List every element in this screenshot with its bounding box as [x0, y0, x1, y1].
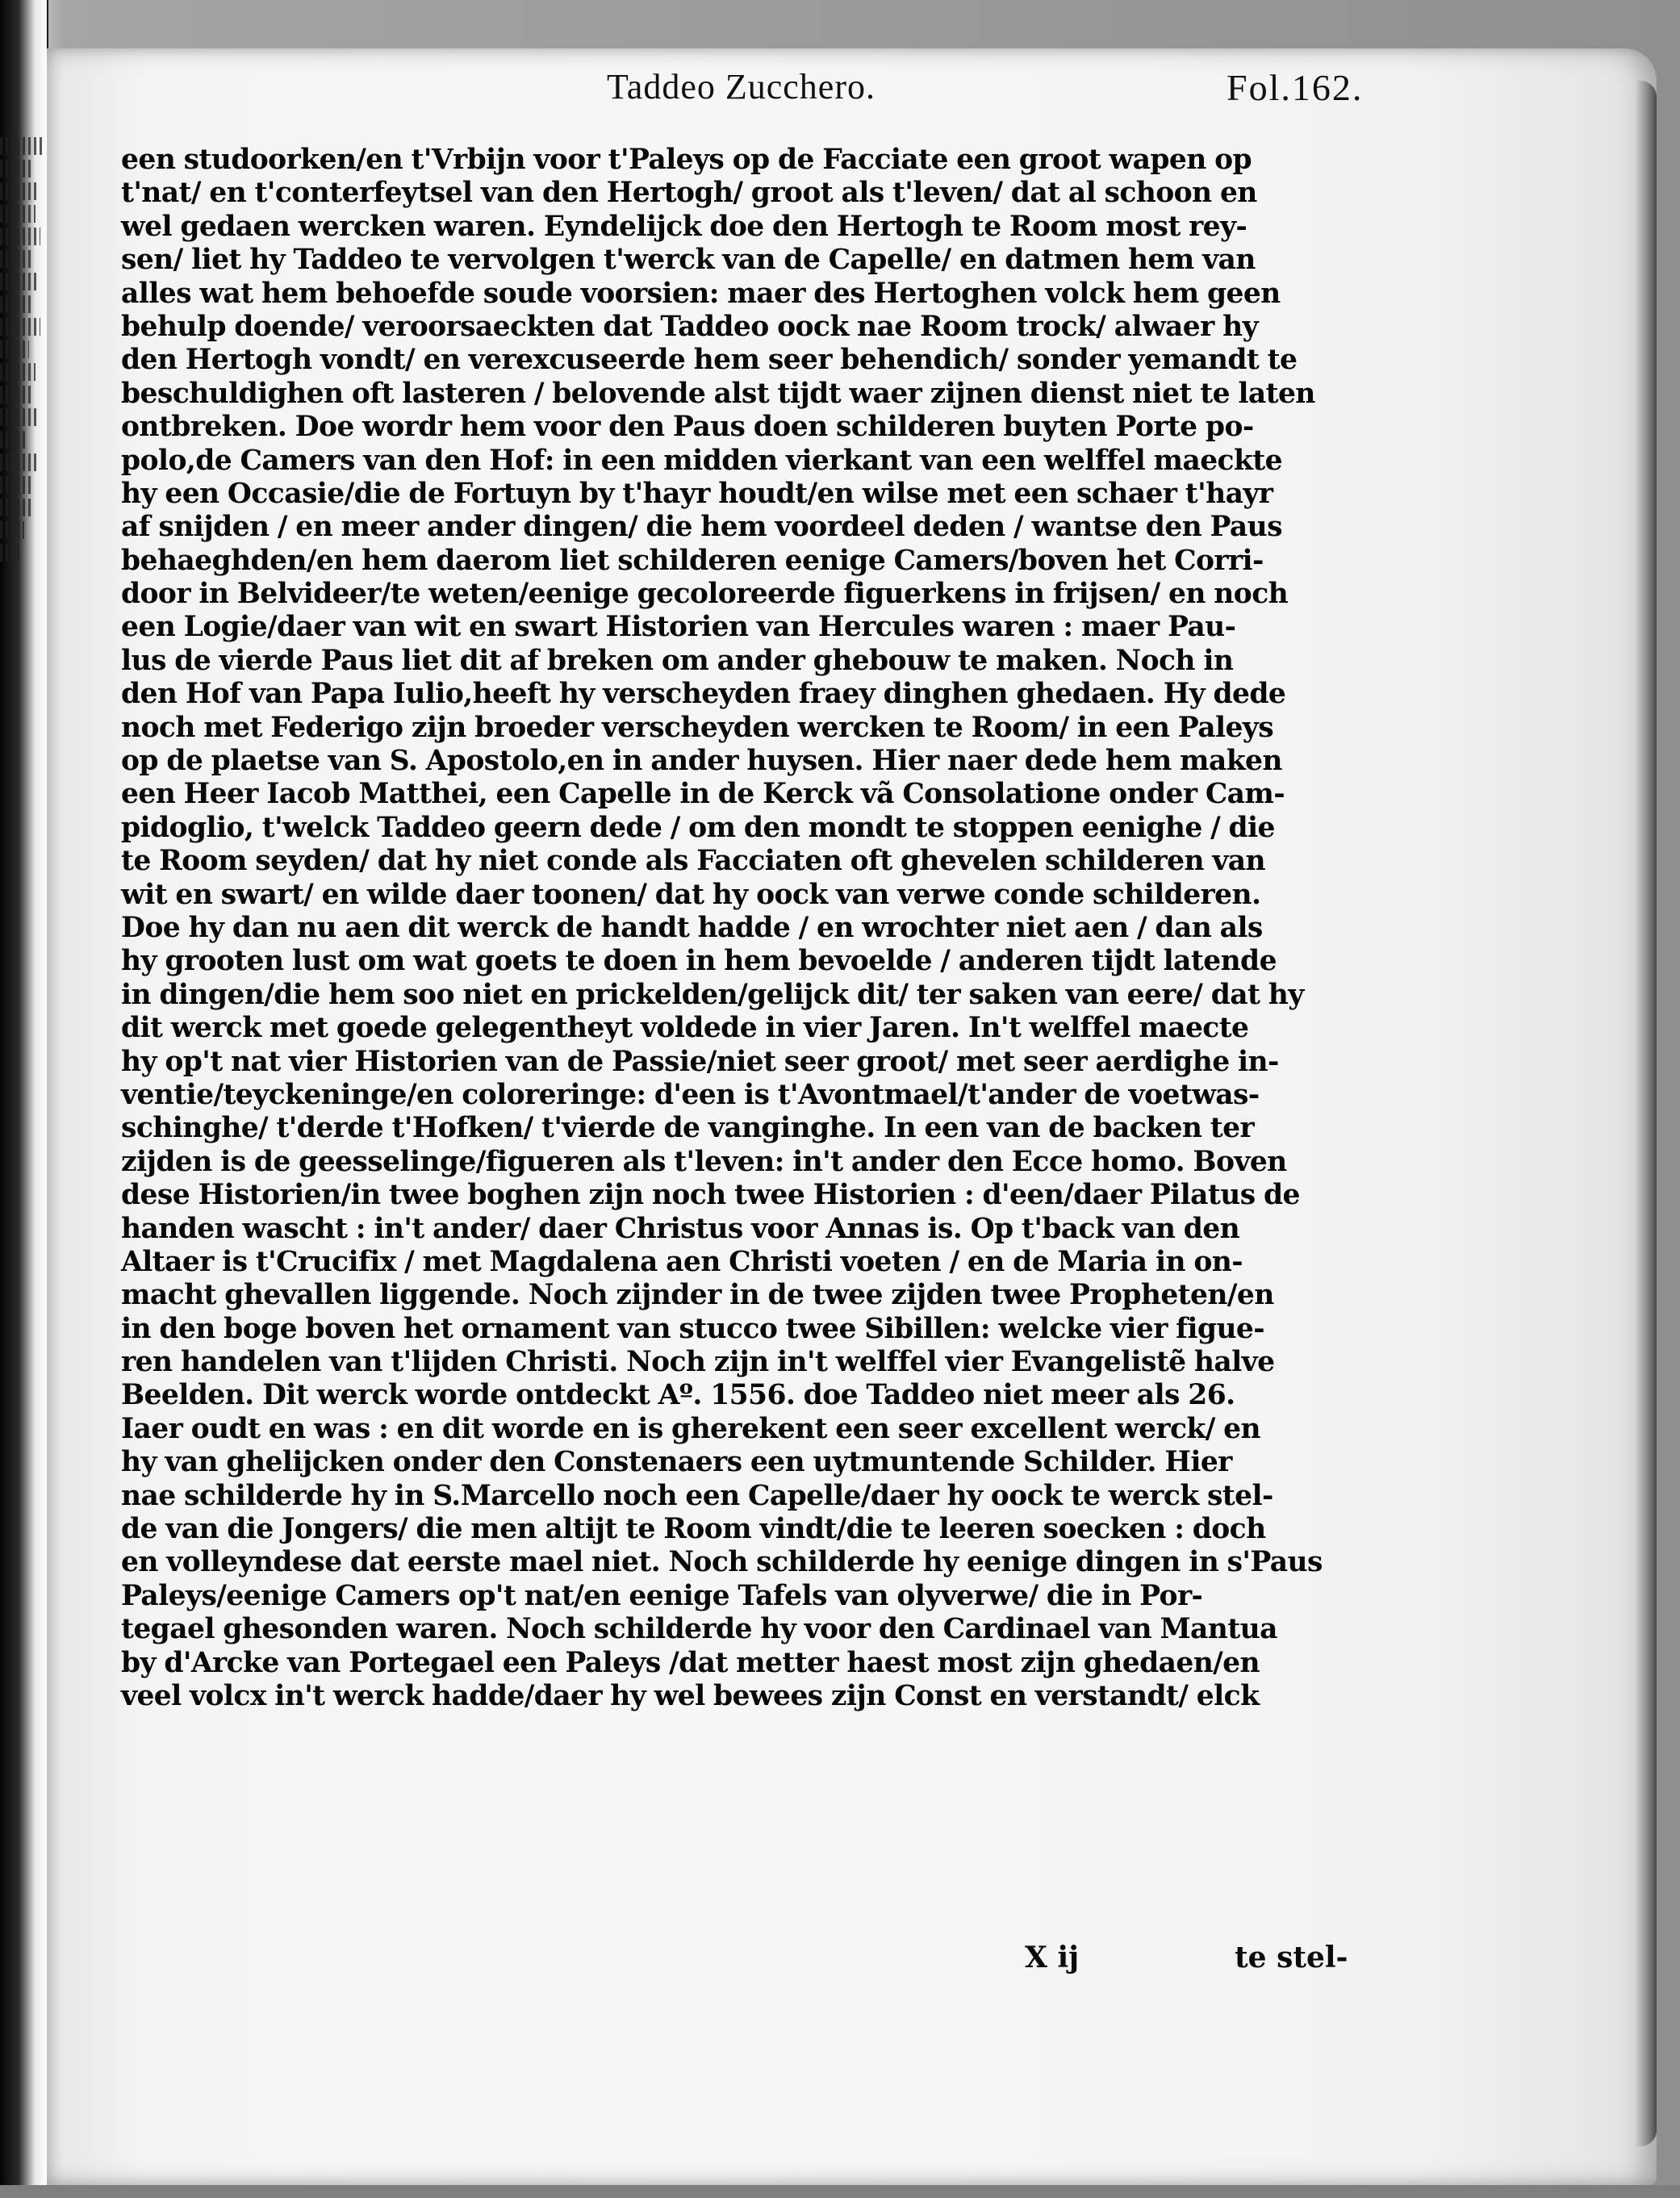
- folio-number: Fol.162.: [1227, 67, 1364, 108]
- text-line: een Logie/daer van wit en swart Historien van Hercules waren : maer Pau-: [121, 611, 1236, 644]
- text-line: sen/ liet hy Taddeo te vervolgen t'werck van de Capelle/ en datmen hem van: [121, 244, 1256, 277]
- body-text: [121, 144, 1356, 1713]
- text-line: in den boge boven het ornament van stucco twee Sibillen: welcke vier figue-: [121, 1312, 1264, 1345]
- text-line: ventie/teyckeninge/en coloreringe: d'een is t'Avontmael/t'ander de voetwas-: [121, 1078, 1260, 1111]
- signature-mark: X ij: [1025, 1941, 1080, 1974]
- running-head: Taddeo Zucchero.: [607, 67, 876, 107]
- text-line: te Room seyden/ dat hy niet conde als Facciaten oft ghevelen schilderen van: [121, 845, 1266, 878]
- text-line: ren handelen van t'lijden Christi. Noch zijn in't welffel vier Evangelistẽ halve: [121, 1346, 1275, 1379]
- text-line: behulp doende/ veroorsaeckten dat Taddeo oock nae Room trock/ alwaer hy: [121, 310, 1259, 343]
- text-line: in dingen/die hem soo niet en prickelden/gelijck dit/ ter saken van eere/ dat hy: [121, 978, 1304, 1011]
- text-line: Doe hy dan nu aen dit werck de handt hadde / en wrochter niet aen / dan als: [121, 911, 1263, 944]
- text-line: schinghe/ t'derde t'Hofken/ t'vierde de vanginghe. In een van de backen ter: [121, 1112, 1255, 1145]
- text-line: hy op't nat vier Historien van de Passie/niet seer groot/ met seer aerdighe in-: [121, 1045, 1279, 1078]
- text-line: beschuldighen oft lasteren / belovende alst tijdt waer zijnen dienst niet te laten: [121, 377, 1315, 410]
- text-line: handen wascht : in't ander/ daer Christus voor Annas is. Op t'back van den: [121, 1212, 1240, 1245]
- text-line: nae schilderde hy in S.Marcello noch een Capelle/daer hy oock te werck stel-: [121, 1479, 1273, 1512]
- text-line: op de plaetse van S. Apostolo,en in ander huysen. Hier naer dede hem maken: [121, 745, 1282, 778]
- text-line: macht ghevallen liggende. Noch zijnder in de twee zijden twee Propheten/en: [121, 1279, 1274, 1312]
- text-line: dese Historien/in twee boghen zijn noch twee Historien : d'een/daer Pilatus de: [121, 1179, 1300, 1212]
- text-line: wel gedaen wercken waren. Eyndelijck doe den Hertogh te Room most rey-: [121, 210, 1247, 243]
- text-line: wit en swart/ en wilde daer toonen/ dat hy oock van verwe conde schilderen.: [121, 878, 1261, 911]
- text-line: veel volcx in't werck hadde/daer hy wel bewees zijn Const en verstandt/ elck: [121, 1679, 1260, 1712]
- text-line: hy van ghelijcken onder den Constenaers een uytmuntende Schilder. Hier: [121, 1446, 1232, 1479]
- text-line: hy grooten lust om wat goets te doen in hem bevoelde / anderen tijdt latende: [121, 945, 1277, 978]
- text-line: Paleys/eenige Camers op't nat/en eenige Tafels van olyverwe/ die in Por-: [121, 1579, 1203, 1612]
- text-line: hy een Occasie/die de Fortuyn by t'hayr houdt/en wilse met een schaer t'hayr: [121, 477, 1273, 510]
- text-line: dit werck met goede gelegentheyt voldede in vier Jaren. In't welffel maecte: [121, 1012, 1249, 1045]
- text-line: een Heer Iacob Matthei, een Capelle in de Kerck vã Consolatione onder Cam-: [121, 778, 1285, 811]
- text-line: Iaer oudt en was : en dit worde en is gherekent een seer excellent werck/ en: [121, 1412, 1260, 1445]
- text-line: behaeghden/en hem daerom liet schilderen eenige Camers/boven het Corri-: [121, 544, 1264, 577]
- scan-bottom-margin: [0, 2185, 1680, 2198]
- catchword: te stel-: [1235, 1941, 1348, 1974]
- text-line: t'nat/ en t'conterfeytsel van den Hertogh/ groot als t'leven/ dat al schoon en: [121, 177, 1257, 210]
- page-header: [0, 66, 1680, 123]
- text-line: den Hof van Papa Iulio,heeft hy verscheyden fraey dinghen ghedaen. Hy dede: [121, 678, 1286, 711]
- text-line: de van die Jongers/ die men altijt te Room vindt/die te leeren soecken : doch: [121, 1513, 1266, 1546]
- text-line: en volleyndese dat eerste mael niet. Noch schilderde hy eenige dingen in s'Paus: [121, 1546, 1323, 1579]
- text-line: Altaer is t'Crucifix / met Magdalena aen Christi voeten / en de Maria in on-: [121, 1245, 1243, 1278]
- text-line: polo,de Camers van den Hof: in een midden vierkant van een welffel maeckte: [121, 444, 1282, 477]
- text-line: lus de vierde Paus liet dit af breken om ander ghebouw te maken. Noch in: [121, 644, 1234, 677]
- text-line: by d'Arcke van Portegael een Paleys /dat metter haest most zijn ghedaen/en: [121, 1646, 1260, 1679]
- text-line: den Hertogh vondt/ en verexcuseerde hem seer behendich/ sonder yemandt te: [121, 344, 1298, 377]
- text-line: alles wat hem behoefde soude voorsien: maer des Hertoghen volck hem geen: [121, 277, 1281, 310]
- text-line: tegael ghesonden waren. Noch schilderde hy voor den Cardinael van Mantua: [121, 1613, 1277, 1646]
- previous-page-text-fragments: [0, 137, 45, 670]
- text-line: een studoorken/en t'Vrbijn voor t'Paleys op de Facciate een groot wapen op: [121, 144, 1252, 176]
- text-line: pidoglio, t'welck Taddeo geern dede / om den mondt te stoppen eenighe / die: [121, 811, 1275, 844]
- text-line: zijden is de geesselinge/figueren als t'leven: in't ander den Ecce homo. Boven: [121, 1145, 1287, 1178]
- text-line: af snijden / en meer ander dingen/ die hem voordeel deden / wantse den Paus: [121, 511, 1282, 544]
- page-fore-edge: [1636, 81, 1657, 2146]
- text-line: ontbreken. Doe wordr hem voor den Paus doen schilderen buyten Porte po-: [121, 411, 1254, 444]
- text-line: door in Belvideer/te weten/eenige gecoloreerde figuerkens in frijsen/ en noch: [121, 578, 1289, 611]
- text-line: Beelden. Dit werck worde ontdeckt Aº. 1556. doe Taddeo niet meer als 26.: [121, 1379, 1235, 1412]
- text-line: noch met Federigo zijn broeder verscheyden wercken te Room/ in een Paleys: [121, 711, 1274, 744]
